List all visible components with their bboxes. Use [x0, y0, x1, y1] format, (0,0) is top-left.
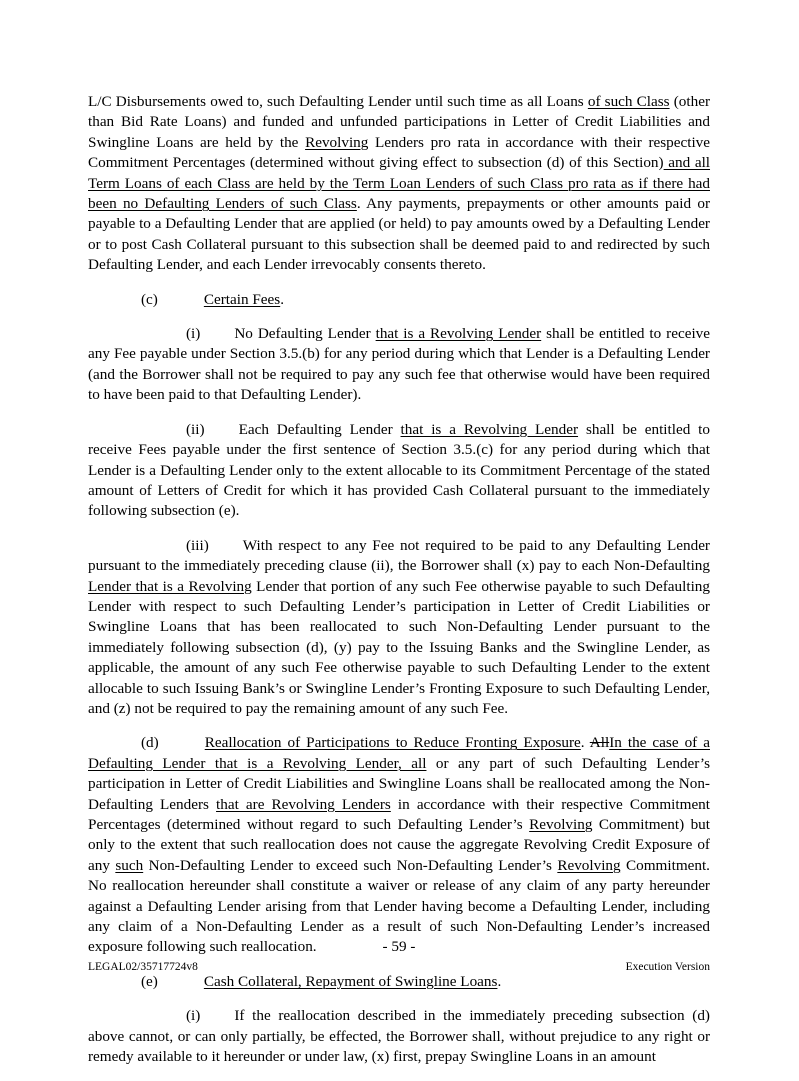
subsection-e-heading [88, 972, 710, 992]
page-number: - 59 - [382, 938, 416, 955]
subsection-d [88, 733, 710, 957]
clause-c-i-text-2: shall be entitled to receive any Fee payable under Section 3.5.(b) for any period during which that Lender is a Defaulting Lender (and the Borrower shall not be required to pay any such fee that otherwise would have been required to have been paid to that Defaulting Lender). [88, 325, 710, 404]
insertion-that-are-revolving-lenders: that are Revolving Lenders [216, 795, 391, 813]
insertion-term-loans-clause: and all Term Loans of each Class are held by the Term Loan Lenders of such Class pro rata as if there had been no Defaulting Lenders of such Class [88, 154, 711, 213]
subsection-c-heading [88, 290, 710, 310]
insertion-revolving-1: Revolving [305, 133, 369, 151]
subsection-d-text-4: Non-Defaulting Lender to exceed such Non-Defaulting Lender’s [143, 856, 558, 874]
subsection-e-title-period: . [497, 972, 502, 990]
lead-text-2: (other than Bid Rate Loans) and funded and unfunded participations in Letter of Credit Liabilities and Swingline Loans are held by the [88, 93, 710, 151]
subsection-d-title-period: . [580, 734, 585, 752]
subsection-c-title: Certain Fees [203, 290, 281, 308]
insertion-such: such [115, 856, 144, 874]
paragraph-lead [88, 92, 710, 276]
subsection-c-title-period: . [280, 290, 284, 308]
clause-c-iii-marker: (iii) [186, 536, 209, 554]
clause-e-i-text-1: If the reallocation described in the immediately preceding subsection (d) above cannot, or can only partially, be effected, the Borrower shall, without prejudice to any right or remedy available to it hereunder or under law, (x) first, prepay Swingline Loans in an amount [88, 1007, 710, 1066]
clause-c-iii-text-2: Lender that portion of any such Fee otherwise payable to such Defaulting Lender with respect to such Defaulting Lender’s participation in Letter of Credit Liabilities or Swingline Loans that has been reallocated to such Non-Defaulting Lender pursuant to the immediately following subsection (d), (y) pay to the Issuing Banks and the Swingline Lender, as applicable, the amount of any such Fee otherwise payable to such Defaulting Lender to the extent allocable to such Issuing Bank’s or Swingline Lender’s Fronting Exposure to such Defaulting Lender, and (z) not be required to pay the remaining amount of any such Fee. [88, 577, 710, 717]
clause-c-iii-text-1: With respect to any Fee not required to be paid to any Defaulting Lender pursuant to the immediately preceding clause (ii), the Borrower shall (x) pay to each Non-Defaulting [88, 536, 710, 575]
clause-e-i [88, 1006, 710, 1067]
clause-c-i [88, 324, 710, 406]
subsection-d-text-5: Commitment. No reallocation hereunder shall constitute a waiver or release of any claim of any party hereunder against a Defaulting Lender arising from that Lender having become a Defaulting Lender, including any claim of a Non-Defaulting Lender as a result of such Non-Defaulting Lender’s increased exposure following such reallocation. [88, 856, 710, 956]
subsection-d-text-1: or any part of such Defaulting Lender’s participation in Letter of Credit Liabilities and Swingline Loans shall be reallocated among the Non-Defaulting Lenders [88, 754, 711, 813]
insertion-that-is-a-revolving-lender-2: that is a Revolving Lender [400, 420, 579, 438]
insertion-lender-that-is-a-revolving: Lender that is a Revolving [88, 577, 252, 595]
subsection-e-title: Cash Collateral, Repayment of Swingline Loans [203, 972, 498, 990]
insertion-in-the-case-of-a-defaulting-lender: In the case of a Defaulting Lender that is a Revolving Lender, all [88, 734, 710, 772]
clause-c-ii-marker: (ii) [186, 420, 205, 438]
subsection-c-marker: (c) [141, 290, 158, 308]
clause-c-ii-text-2: shall be entitled to receive Fees payable under the first sentence of Section 3.5.(c) for any period during which that Lender is a Defaulting Lender only to the extent allocable to its Commitment Percentage of the stated amount of Letters of Credit for which it has provided Cash Collateral pursuant to the immediately following subsection (e). [88, 420, 710, 520]
clause-c-ii-text-1: Each Defaulting Lender [238, 420, 401, 438]
footer-document-id: LEGAL02/35717724v8 [88, 961, 198, 973]
clause-c-ii [88, 420, 710, 522]
clause-e-i-marker: (i) [186, 1007, 201, 1025]
subsection-e-marker: (e) [141, 972, 158, 990]
footer-version-label: Execution Version [625, 961, 710, 973]
clause-c-iii [88, 536, 710, 720]
deletion-all: All [589, 734, 610, 752]
clause-c-i-marker: (i) [186, 325, 201, 343]
insertion-revolving-3: Revolving [557, 856, 621, 874]
insertion-that-is-a-revolving-lender-1: that is a Revolving Lender [375, 325, 542, 343]
clause-c-i-text-1: No Defaulting Lender [234, 325, 376, 343]
lead-text-4: . Any payments, prepayments or other amounts paid or payable to a Defaulting Lender that are applied (or held) to pay amounts owed by a Defaulting Lender or to post Cash Collateral pursuant to this subsection shall be deemed paid to and redirected by such Defaulting Lender, and each Lender irrevocably consents thereto. [88, 195, 711, 274]
subsection-d-text-2: in accordance with their respective Commitment Percentages (determined without regard to such Defaulting Lender’s [88, 795, 710, 833]
page-body [88, 92, 710, 1081]
insertion-of-such-class: of such Class [587, 93, 670, 110]
subsection-d-title: Reallocation of Participations to Reduce Fronting Exposure [204, 734, 581, 752]
subsection-d-text-3: Commitment) but only to the extent that such reallocation does not cause the aggregate Revolving Credit Exposure of any [88, 816, 710, 874]
insertion-revolving-2: Revolving [529, 816, 593, 833]
footer-row [88, 961, 710, 973]
subsection-d-marker: (d) [141, 734, 159, 752]
page-footer [88, 938, 710, 973]
lead-text-1: L/C Disbursements owed to, such Defaulting Lender until such time as all Loans [88, 93, 588, 110]
lead-text-3: Lenders pro rata in accordance with their respective Commitment Percentages (determined without giving effect to subsection (d) of this Section) [88, 133, 710, 172]
